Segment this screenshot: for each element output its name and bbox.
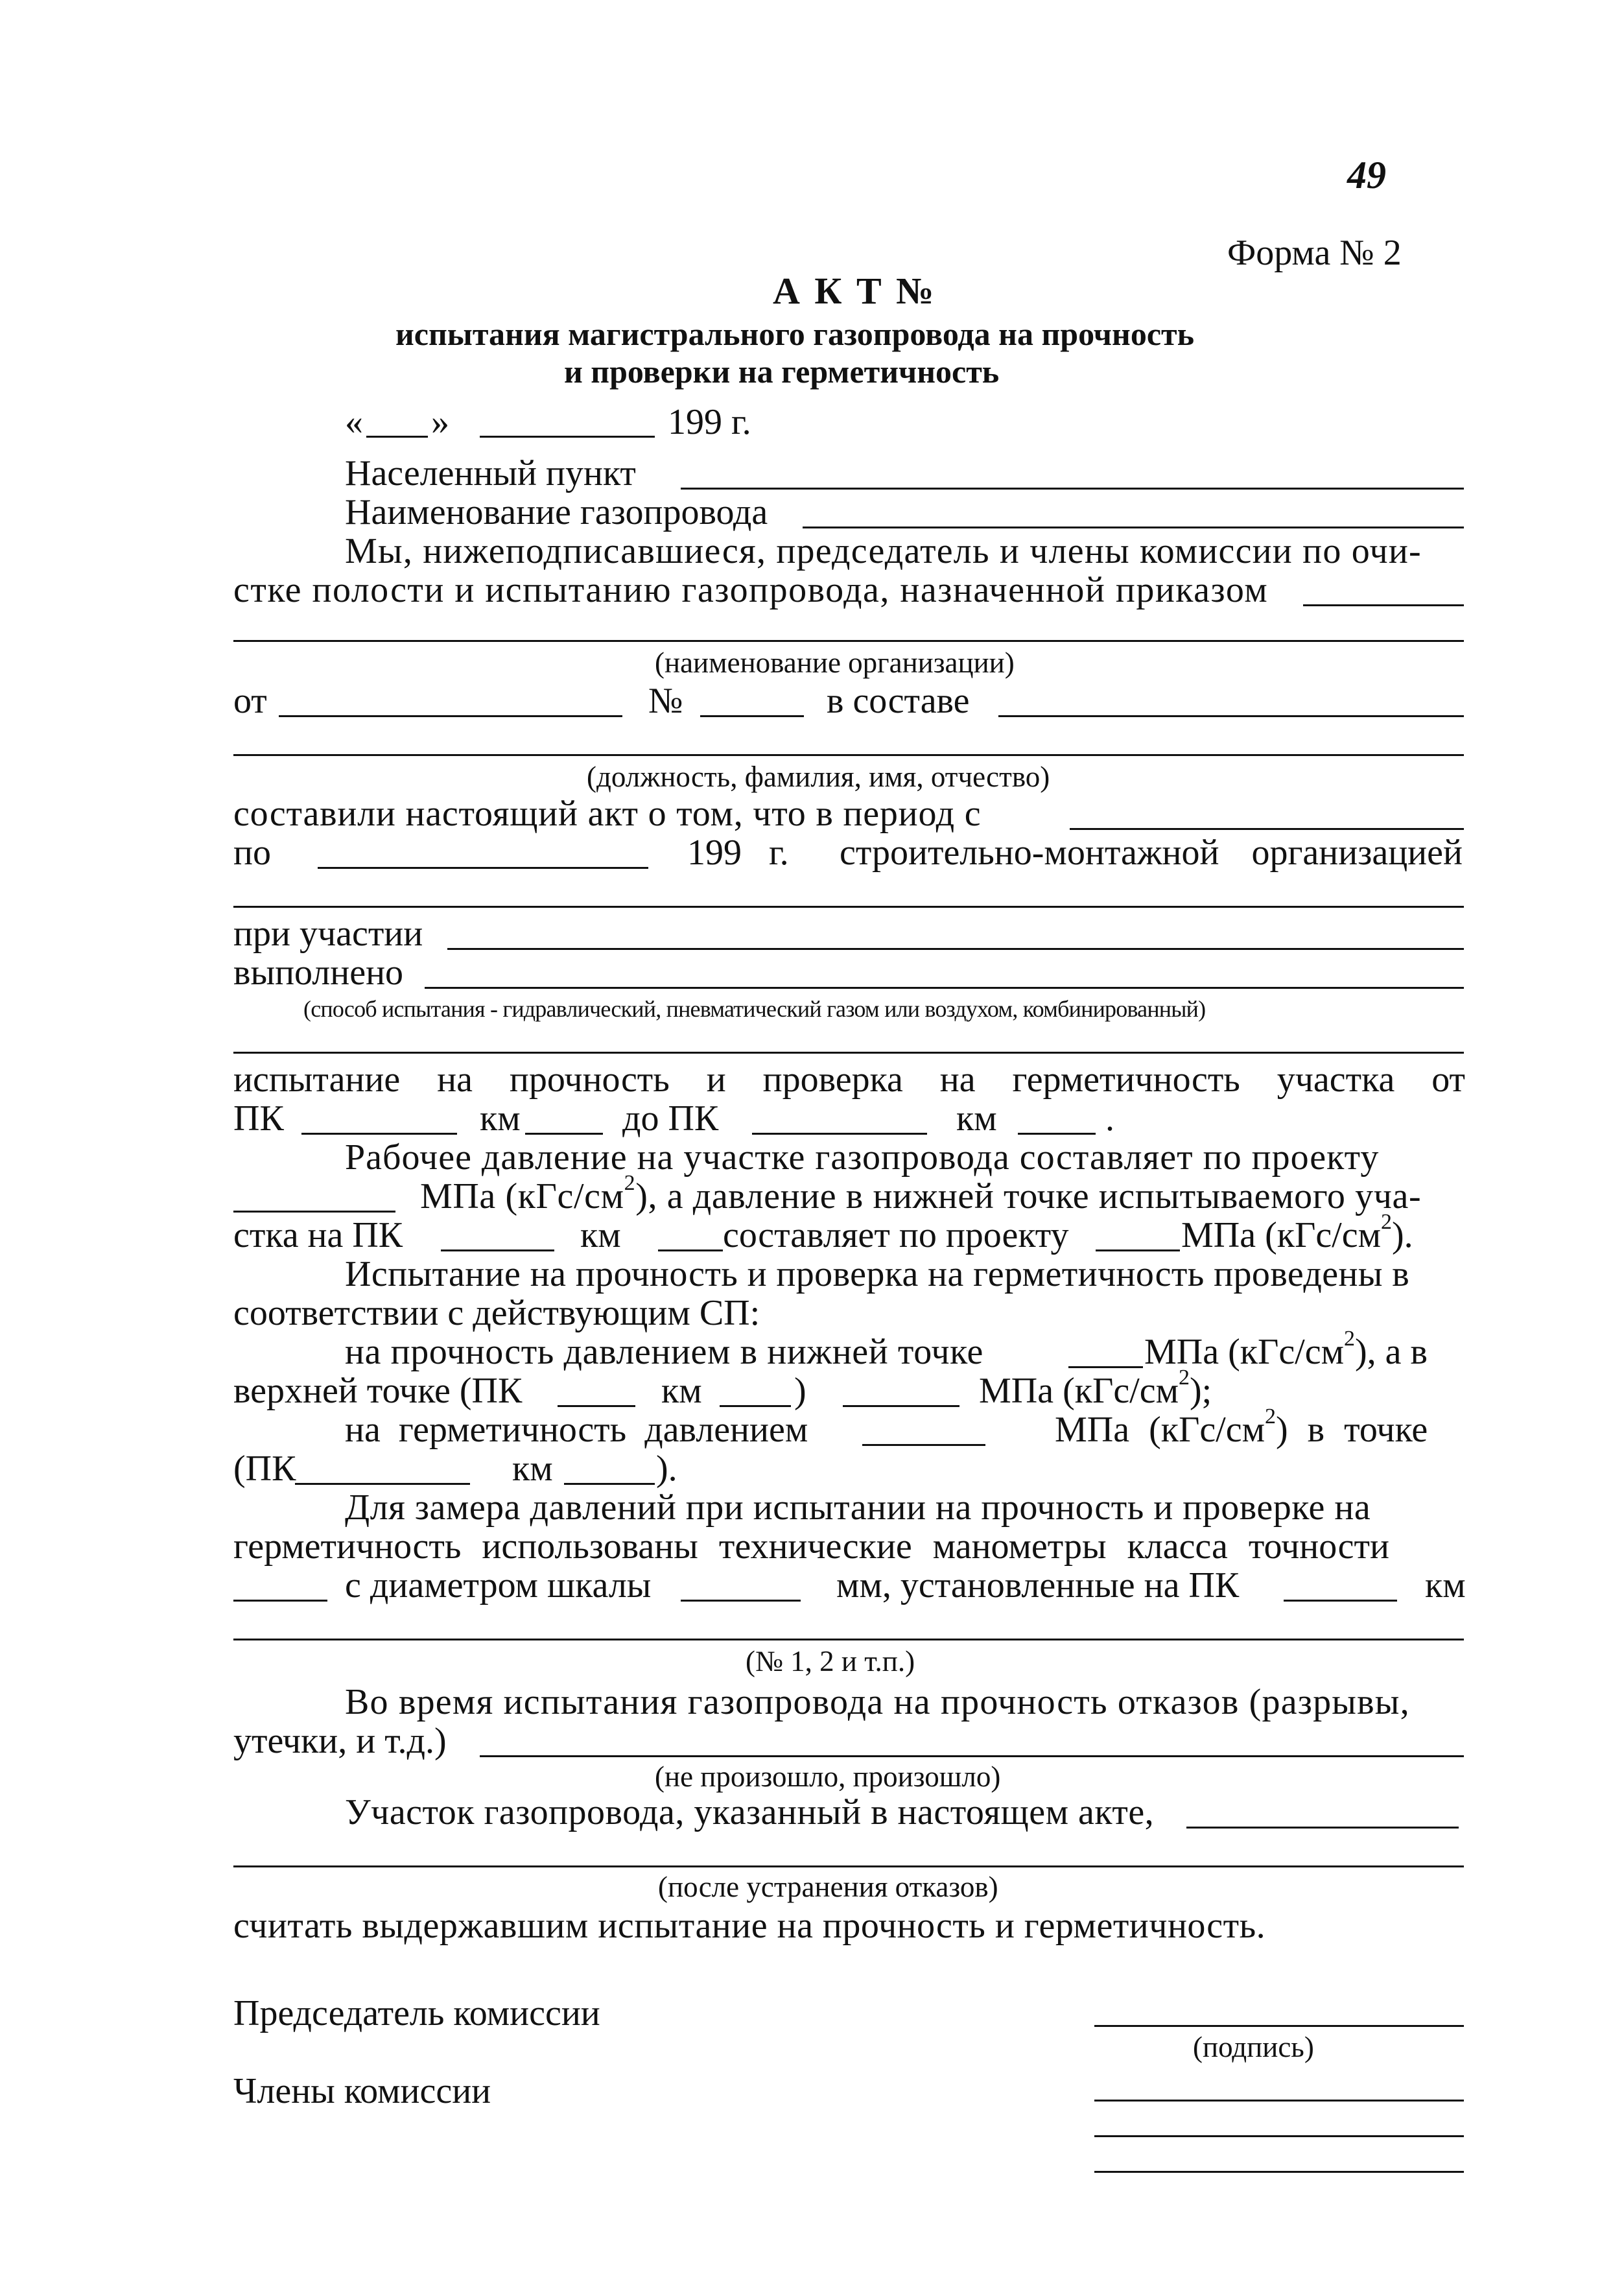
tightness-line2-km: км: [512, 1449, 553, 1489]
para1-line1: [345, 533, 1464, 569]
date-open-quote: «: [345, 402, 363, 442]
construction-org-blank: [233, 906, 1464, 908]
para1-line1-text: Мы, нижеподписавшиеся, председатель и члены комиссии по очи-: [345, 531, 1422, 571]
order-blank: [1303, 604, 1464, 606]
member-signature-line-2: [1094, 2135, 1464, 2137]
act-subtitle-line1: испытания магистрального газопровода на прочность: [395, 316, 1195, 352]
para1-line2: стке полости и испытанию газопровода, назначенной приказом: [233, 570, 1269, 610]
gauge-line3-km: км: [1425, 1565, 1466, 1605]
caption-after: (после устранения отказов): [658, 1871, 998, 1903]
caption-signature: (подпись): [1193, 2031, 1314, 2063]
strength-km-blank: [720, 1405, 791, 1407]
participation-blank: [447, 948, 1464, 950]
section-blank: [1186, 1827, 1459, 1829]
gauge-diameter-blank: [681, 1600, 801, 1602]
pipeline-name-label: Наименование газопровода: [345, 492, 768, 532]
chairman-label: Председатель комиссии: [233, 1993, 600, 2033]
caption-occurred: (не произошло, произошло): [655, 1760, 1001, 1793]
participation-label: при участии: [233, 914, 423, 954]
settlement-blank: [681, 488, 1464, 490]
km-label: км: [480, 1098, 521, 1139]
pressure-blank-1: [233, 1211, 395, 1213]
compiled-text: составили настоящий акт о том, что в период с: [233, 794, 982, 834]
mpa-label: МПа (кГс/см: [979, 1371, 1179, 1411]
mpa-label: МПа (кГс/см: [1181, 1215, 1382, 1255]
word: и: [706, 1060, 726, 1100]
tightness-tail: [1055, 1404, 1428, 1450]
construction-year: 199 г.: [687, 833, 789, 873]
pressure-km-blank: [658, 1249, 723, 1251]
strength-line2-km: км: [661, 1371, 702, 1411]
no-blank: [700, 715, 804, 717]
pressure-line2: [420, 1171, 1422, 1216]
date-month-blank: [480, 436, 655, 438]
date-day-blank: [366, 436, 428, 438]
strength-bottom-blank: [1068, 1366, 1143, 1368]
date-year: 199 г.: [668, 402, 751, 442]
failure-line1: Во время испытания газопровода на прочность отказов (разрывы,: [345, 1682, 1410, 1722]
no-label: №: [648, 681, 683, 721]
pressure-line3-start: стка на ПК: [233, 1215, 403, 1255]
gauge-class-blank: [233, 1600, 327, 1602]
ot-blank: [279, 715, 622, 717]
strength-line1: на прочность давлением в нижней точке: [345, 1332, 984, 1372]
pressure-line3-mid: составляет по проекту: [723, 1215, 1069, 1255]
settlement-label: Населенный пункт: [345, 453, 636, 493]
mpa-label: МПа (кГс/см: [1144, 1332, 1345, 1372]
org-blank-line: [233, 640, 1464, 642]
end: ), а в: [1355, 1332, 1428, 1372]
form-number: Форма № 2: [1227, 233, 1402, 273]
word: на: [437, 1060, 473, 1100]
word: участка: [1277, 1060, 1395, 1100]
member-signature-line-3: [1094, 2171, 1464, 2173]
sp-line1: Испытание на прочность и проверка на герметичность проведены в: [345, 1254, 1410, 1294]
superscript: 2: [1179, 1366, 1190, 1390]
pk-to-blank: [752, 1133, 927, 1135]
gauge-line2: герметичность использованы технические манометры класса точности: [233, 1526, 1389, 1567]
gauge-line3-mid: с диаметром шкалы: [345, 1565, 652, 1605]
caption-numbers: (№ 1, 2 и т.п.): [746, 1645, 915, 1677]
word: от: [1431, 1060, 1465, 1100]
mpa-label: МПа (кГс/см: [420, 1176, 624, 1216]
gauge-pk-blank: [1284, 1600, 1397, 1602]
km-to-blank: [1018, 1133, 1096, 1135]
date-close-quote: »: [431, 402, 449, 442]
caption-organization: (наименование организации): [655, 646, 1015, 679]
tightness-pk-blank: [295, 1483, 470, 1485]
act-title: А К Т №: [773, 270, 937, 312]
conclusion: считать выдержавшим испытание на прочность и герметичность.: [233, 1906, 1266, 1946]
gauge-line1: Для замера давлений при испытании на прочность и проверке на: [345, 1487, 1371, 1528]
pk-from-blank: [301, 1133, 457, 1135]
word: на: [939, 1060, 976, 1100]
pressure-line3-end: [1181, 1210, 1413, 1255]
km-label-2: км: [956, 1098, 997, 1139]
pressure-line2-rest: ), а давление в нижней точке испытываемого уча-: [635, 1176, 1422, 1216]
page-number: 49: [1347, 154, 1386, 196]
failure-blank: [480, 1755, 1464, 1757]
pressure-line1: Рабочее давление на участке газопровода составляет по проекту: [345, 1137, 1380, 1178]
pressure-pk-blank: [441, 1249, 554, 1251]
composition-blank: [998, 715, 1464, 717]
strength-line2-tail: [979, 1366, 1212, 1411]
strength-line2-paren: ): [794, 1371, 806, 1411]
word: испытание: [233, 1060, 401, 1100]
word: проверка: [762, 1060, 903, 1100]
superscript: 2: [624, 1171, 636, 1196]
caption-person: (должность, фамилия, имя, отчество): [587, 761, 1050, 793]
failure-line2: утечки, и т.д.): [233, 1721, 447, 1761]
tightness-line2-end: ).: [656, 1449, 677, 1489]
tightness-blank: [862, 1444, 985, 1446]
method-blank-line: [233, 1052, 1464, 1054]
strength-line1-tail: [1144, 1327, 1428, 1372]
construction-org: строительно-монтажной организацией: [840, 833, 1463, 873]
section-line: Участок газопровода, указанный в настоящем акте,: [345, 1792, 1155, 1832]
end: ) в точке: [1276, 1410, 1428, 1450]
close: ).: [1392, 1215, 1413, 1255]
strength-pk-blank: [558, 1405, 635, 1407]
act-subtitle-line2: и проверки на герметичность: [564, 353, 1000, 390]
superscript: 2: [1381, 1210, 1393, 1235]
strength-top-blank: [843, 1405, 959, 1407]
person-blank-line: [233, 754, 1464, 756]
word: герметичность: [1012, 1060, 1240, 1100]
period-to-blank: [318, 867, 648, 869]
test-line: [233, 1061, 1465, 1098]
mpa-label: МПа (кГс/см: [1055, 1410, 1265, 1450]
gauge-line3-mm: мм, установленные на ПК: [836, 1565, 1240, 1605]
caption-method: (способ испытания - гидравлический, пневматический газом или воздухом, комбинированный): [303, 996, 1206, 1022]
members-label: Члены комиссии: [233, 2071, 491, 2111]
sp-line2: соответствии с действующим СП:: [233, 1293, 760, 1333]
tightness-line2-start: (ПК: [233, 1449, 296, 1489]
superscript: 2: [1265, 1404, 1277, 1429]
pressure-project-blank: [1096, 1249, 1180, 1251]
pipeline-name-blank: [803, 527, 1464, 528]
tightness-km-blank: [564, 1483, 655, 1485]
ot-label: от: [233, 681, 267, 721]
word: прочность: [509, 1060, 670, 1100]
to-pk-label: до ПК: [622, 1098, 719, 1139]
pressure-line3-km: км: [580, 1215, 621, 1255]
chairman-signature-line: [1094, 2025, 1464, 2027]
pk-label: ПК: [233, 1098, 284, 1139]
composition-label: в составе: [827, 681, 970, 721]
km-from-blank: [525, 1133, 603, 1135]
strength-line2-start: верхней точке (ПК: [233, 1371, 523, 1411]
period-end: .: [1105, 1098, 1114, 1139]
after-blank-line: [233, 1865, 1464, 1867]
tightness-line1: на герметичность давлением: [345, 1410, 808, 1450]
member-signature-line-1: [1094, 2100, 1464, 2101]
superscript: 2: [1344, 1327, 1356, 1351]
end: );: [1190, 1371, 1212, 1411]
done-label: выполнено: [233, 953, 404, 993]
done-blank: [425, 987, 1464, 989]
period-from-blank: [1070, 828, 1464, 830]
gauge-numbers-line: [233, 1639, 1464, 1640]
po-label: по: [233, 833, 271, 873]
